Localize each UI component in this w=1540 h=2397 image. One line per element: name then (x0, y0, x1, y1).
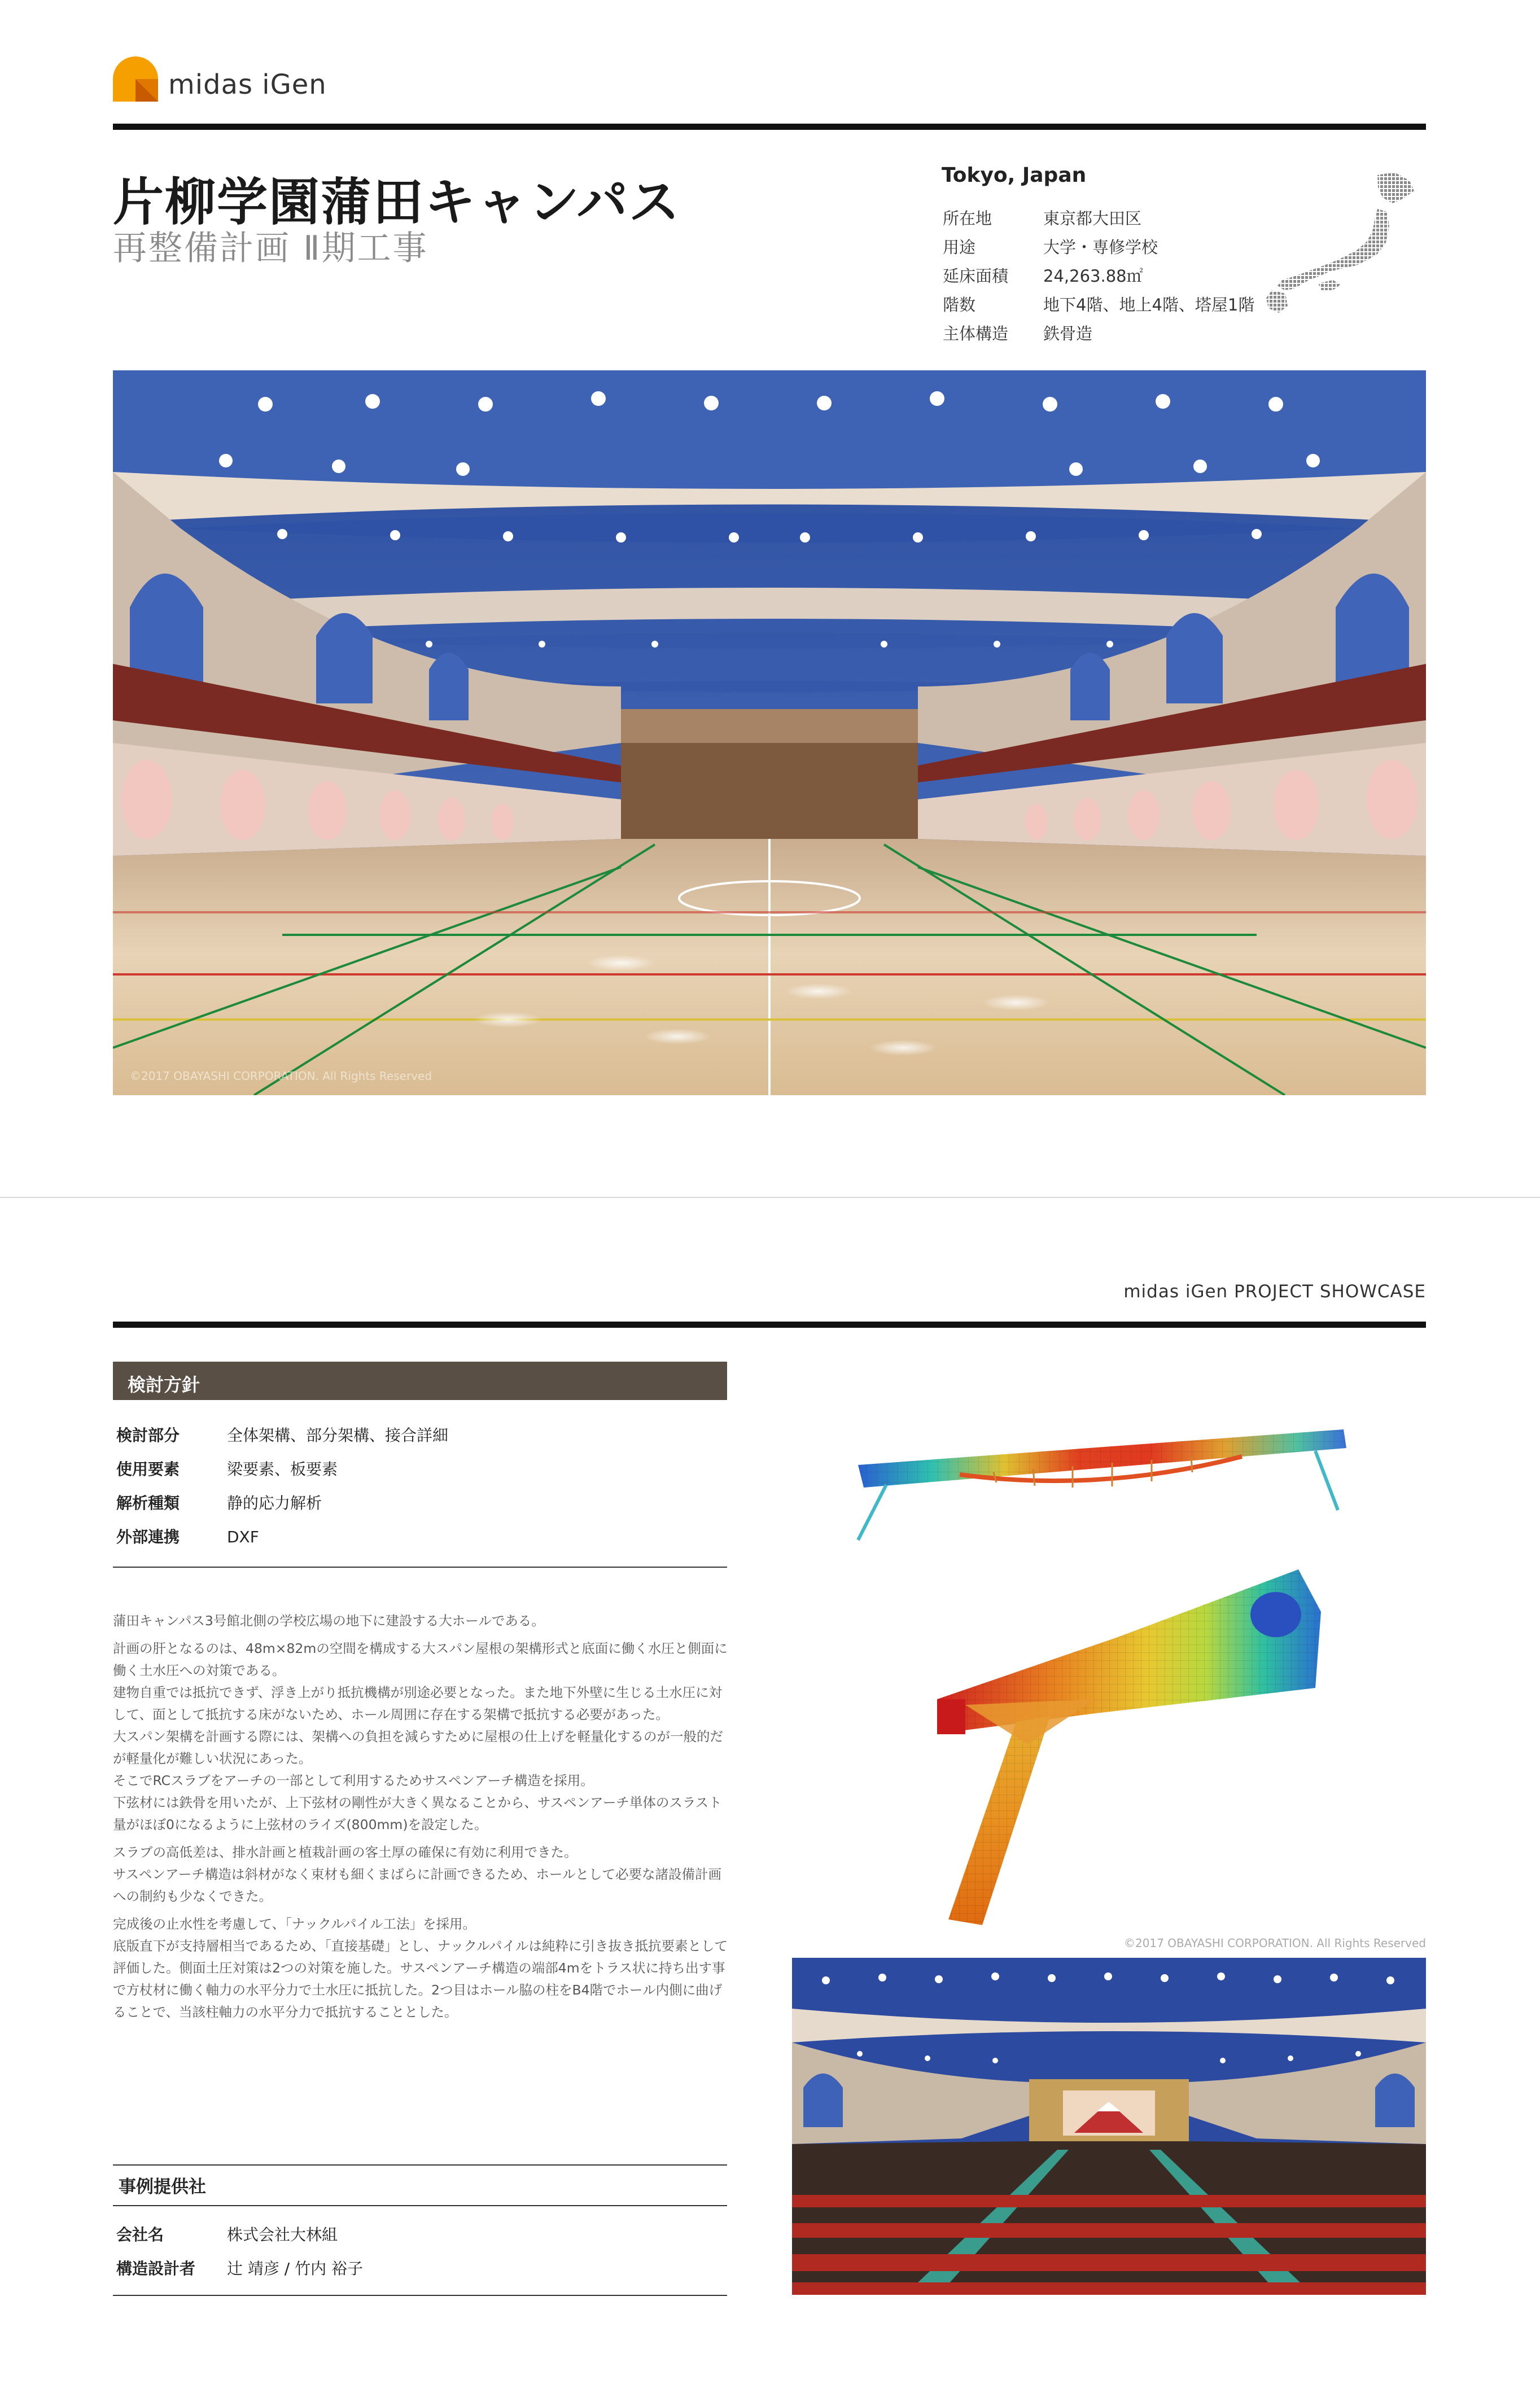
spec-row (116, 1491, 322, 1514)
project-location: Tokyo, Japan (942, 164, 1087, 187)
hall-photo (792, 1958, 1426, 2295)
spec-label: 解析種類 (116, 1494, 180, 1512)
fea-joint-model-image (881, 1558, 1321, 1931)
header-rule (113, 124, 1426, 130)
project-info-table (943, 203, 1254, 347)
provider-top-rule (113, 2164, 727, 2166)
paragraph: 蒲田キャンパス3号館北側の学校広場の地下に建設する大ホールである。 (113, 1613, 545, 1629)
info-label: 主体構造 (943, 324, 1009, 343)
spec-value: 全体架構、部分架構、接合詳細 (227, 1426, 449, 1445)
spec-label: 外部連携 (116, 1528, 180, 1546)
page-divider (0, 1197, 1540, 1198)
info-label: 延床面積 (943, 266, 1009, 286)
japan-map-icon (1262, 169, 1420, 316)
showcase-rule (113, 1322, 1426, 1328)
info-value: 24,263.88㎡ (1043, 266, 1143, 286)
specs-rule (113, 1567, 727, 1568)
provider-label: 構造設計者 (116, 2259, 196, 2278)
provider-mid-rule (113, 2205, 727, 2206)
info-row (943, 261, 1254, 290)
info-row (943, 290, 1254, 318)
provider-title: 事例提供社 (119, 2177, 206, 2197)
brand-name: midas iGen (168, 69, 327, 100)
info-value: 地下4階、地上4階、塔屋1階 (1043, 295, 1255, 314)
spec-row (116, 1457, 338, 1480)
description-text (113, 1610, 728, 2029)
provider-row (116, 2223, 338, 2245)
info-value: 東京都大田区 (1043, 209, 1142, 228)
project-title: 片柳学園蒲田キャンパス (113, 173, 681, 232)
info-label: 用途 (943, 238, 976, 257)
info-row (943, 232, 1254, 261)
info-label: 所在地 (943, 209, 992, 228)
gymnasium-photo (113, 370, 1426, 1095)
spec-value: DXF (227, 1528, 259, 1546)
project-subtitle: 再整備計画 Ⅱ期工事 (113, 229, 428, 268)
provider-bottom-rule (113, 2295, 727, 2296)
info-value: 鉄骨造 (1043, 324, 1093, 343)
paragraph: 計画の肝となるのは、48m×82mの空間を構成する大スパン屋根の架構形式と底面に働く水圧と側面に働く土水圧への対策である。 建物自重では抵抗できず、浮き上がり抵抗機構が別途必要となった。また地下外壁に生じる土水圧に対して、面として抵抗する床がないため、ホール周囲に存在する架構で抵抗する必要があった。 大スパン架構を計画する際には、架構への負担を減らすために屋根の仕上げを軽量化するのが一般的だが軽量化が難しい状況にあった。 そこでRCスラブをアーチの一部として利用するためサスペンアーチ構造を採用。 下弦材には鉄骨を用いたが、上下弦材の剛性が大きく異なることから、サスペンアーチ単体のスラスト量がほぼ0になるように上弦材のライズ(800mm)を設定した。 (113, 1641, 728, 1832)
provider-value: 株式会社大林組 (227, 2225, 338, 2244)
provider-row (116, 2256, 363, 2279)
section-bar (113, 1362, 727, 1400)
spec-row (116, 1525, 259, 1547)
spec-value: 梁要素、板要素 (227, 1460, 338, 1479)
showcase-header: midas iGen PROJECT SHOWCASE (1123, 1281, 1426, 1302)
photo-credit: ©2017 OBAYASHI CORPORATION. All Rights Reserved (130, 1069, 432, 1083)
photo-credit: ©2017 OBAYASHI CORPORATION. All Rights Reserved (1123, 1936, 1426, 1950)
spec-label: 検討部分 (116, 1426, 180, 1445)
section-title: 検討方針 (128, 1374, 200, 1396)
provider-value: 辻 靖彦 / 竹内 裕子 (227, 2259, 364, 2278)
info-value: 大学・専修学校 (1043, 238, 1158, 257)
info-row (943, 203, 1254, 232)
fea-arch-model-image (847, 1411, 1355, 1547)
spec-value: 静的応力解析 (227, 1494, 322, 1512)
spec-row (116, 1423, 448, 1446)
paragraph: スラブの高低差は、排水計画と植栽計画の客土厚の確保に有効に利用できた。 サスペンアーチ構造は斜材がなく束材も細くまばらに計画できるため、ホールとして必要な諸設備計画への制約も少なくできた。 (113, 1844, 721, 1904)
midas-logo-icon (113, 56, 158, 102)
paragraph: 完成後の止水性を考慮して、「ナックルパイル工法」を採用。 底版直下が支持層相当であるため、「直接基礎」とし、ナックルパイルは純粋に引き抜き抵抗要素として評価した。側面土圧対策は2つの対策を施した。サスペンアーチ構造の端部4mをトラス状に持ち出す事で方杖材に働く軸力の水平分力で土水圧に抵抗した。2つ目はホール脇の柱をB4階でホール内側に曲げることで、当該柱軸力の水平分力で抵抗することとした。 (113, 1916, 728, 2020)
provider-label: 会社名 (116, 2225, 164, 2244)
info-label: 階数 (943, 295, 976, 314)
spec-label: 使用要素 (116, 1460, 180, 1479)
info-row (943, 318, 1254, 347)
